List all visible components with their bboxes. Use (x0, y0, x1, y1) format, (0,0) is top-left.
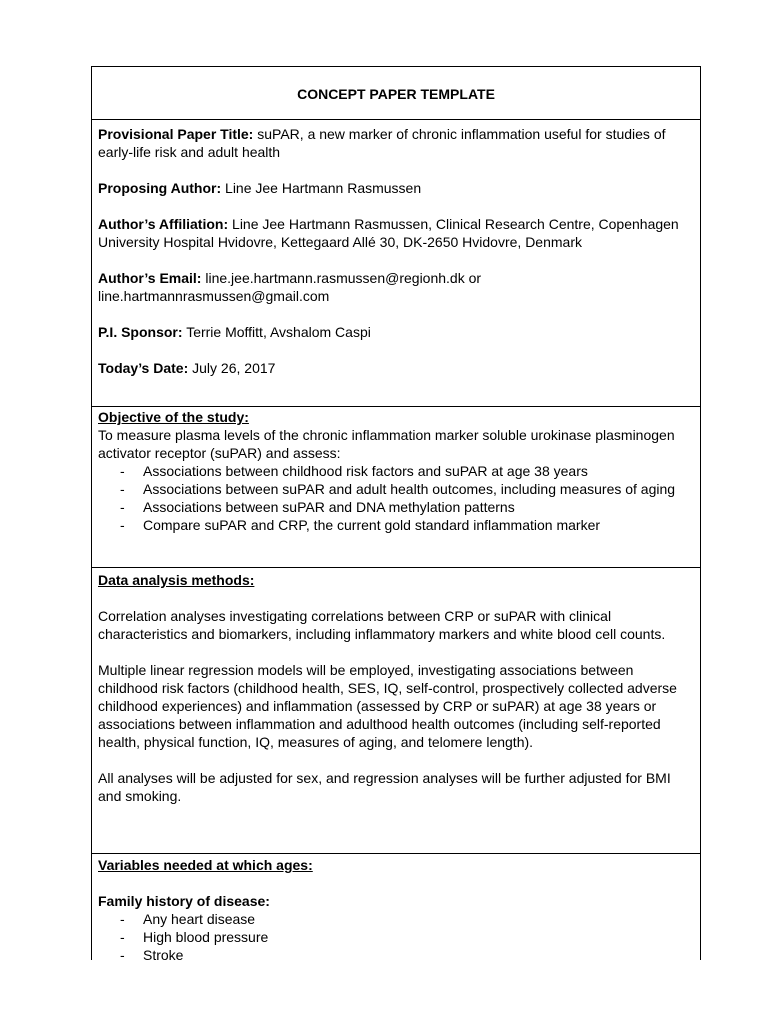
field-value: Line Jee Hartmann Rasmussen, Clinical Research Centre, Copenhagen University Hospital Hvidovre, Kettegaard Allé 30, DK-2650 Hvidovre, Denmark (98, 216, 679, 250)
list-item: - Associations between suPAR and DNA methylation patterns (120, 499, 515, 515)
bullet-dash: - (120, 463, 125, 479)
field-value: Line Jee Hartmann Rasmussen (225, 180, 422, 196)
affiliation-field (98, 215, 694, 251)
field-value: suPAR, a new marker of chronic inflammation useful for studies of early-life risk and adult health (98, 126, 666, 160)
concept-paper-table (91, 66, 701, 960)
objective-heading: Objective of the study: (98, 409, 249, 425)
bullet-dash: - (120, 499, 125, 515)
date-field (98, 359, 694, 377)
page-title: CONCEPT PAPER TEMPLATE (92, 67, 700, 120)
field-value: July 26, 2017 (192, 360, 276, 376)
methods-section (92, 568, 700, 854)
field-label: P.I. Sponsor: (98, 324, 183, 340)
bullet-dash: - (120, 517, 125, 533)
variables-subheading: Family history of disease: (98, 893, 270, 909)
methods-heading: Data analysis methods: (98, 572, 255, 588)
field-label: Proposing Author: (98, 180, 222, 196)
methods-paragraph: All analyses will be adjusted for sex, and regression analyses will be further adjusted for BMI and smoking. (98, 770, 671, 804)
field-label: Today’s Date: (98, 360, 189, 376)
field-value: Terrie Moffitt, Avshalom Caspi (186, 324, 371, 340)
proposing-author-field (98, 179, 694, 197)
variables-list (98, 910, 694, 961)
field-label: Author’s Affiliation: (98, 216, 229, 232)
paper-title-field (98, 125, 694, 161)
field-label: Provisional Paper Title: (98, 126, 254, 142)
bullet-dash: - (120, 911, 125, 927)
bullet-dash: - (120, 929, 125, 945)
objective-intro: To measure plasma levels of the chronic inflammation marker soluble urokinase plasminogen activator receptor (suPAR) and assess: (98, 427, 675, 461)
list-item: - Stroke (98, 946, 694, 961)
methods-paragraph: Multiple linear regression models will be employed, investigating associations between childhood risk factors (childhood health, SES, IQ, self-control, prospectively collected adverse childhood experiences) and inflammation (assessed by CRP or suPAR) at age 38 years or associations between inflammation and adulthood health outcomes (including self-reported health, physical function, IQ, measures of aging, and telomere length). (98, 662, 677, 750)
list-item: - Associations between suPAR and adult health outcomes, including measures of aging (120, 481, 676, 497)
bullet-dash: - (120, 481, 125, 497)
field-value: line.jee.hartmann.rasmussen@regionh.dk or line.hartmannrasmussen@gmail.com (98, 270, 482, 304)
list-item: - Any heart disease (120, 911, 256, 927)
objective-section (92, 407, 700, 568)
field-label: Author’s Email: (98, 270, 202, 286)
email-field (98, 269, 694, 305)
pi-sponsor-field (98, 323, 694, 341)
list-item: - Compare suPAR and CRP, the current gold standard inflammation marker (120, 517, 601, 533)
variables-heading: Variables needed at which ages: (98, 857, 313, 873)
list-item: - High blood pressure (120, 929, 269, 945)
bullet-dash: - (120, 947, 125, 961)
list-item: - Associations between childhood risk factors and suPAR at age 38 years (120, 463, 588, 479)
methods-paragraph: Correlation analyses investigating correlations between CRP or suPAR with clinical characteristics and biomarkers, including inflammatory markers and white blood cell counts. (98, 608, 666, 642)
objective-list (98, 462, 694, 534)
paper-info-section (92, 120, 700, 407)
variables-section (92, 854, 700, 961)
